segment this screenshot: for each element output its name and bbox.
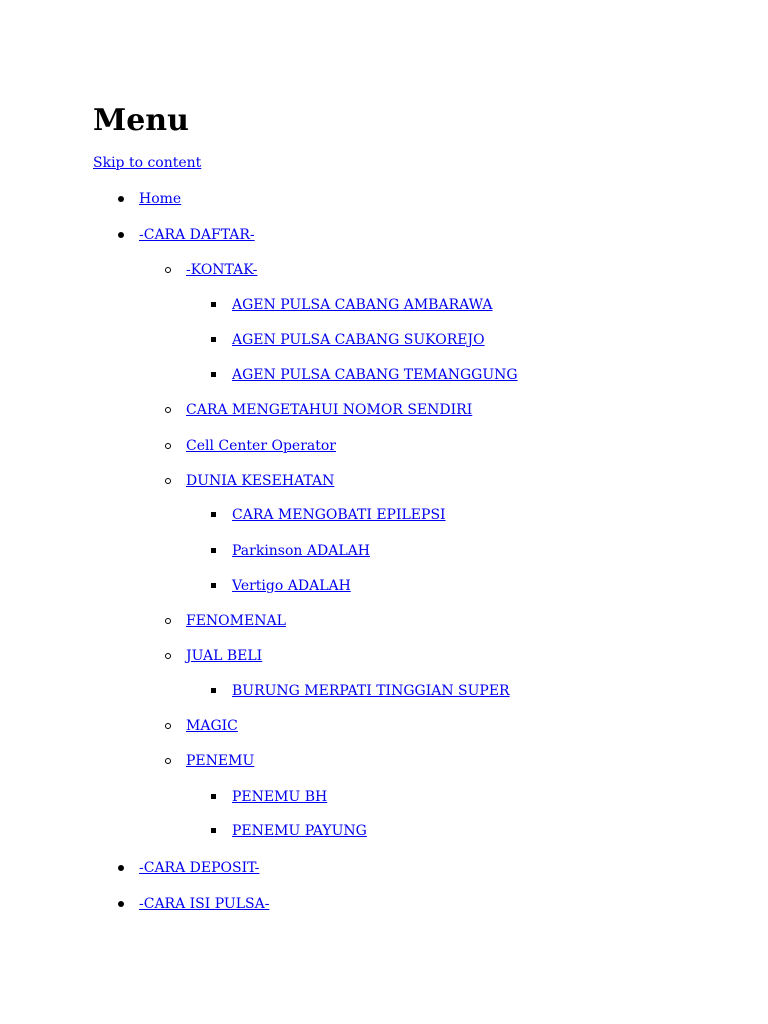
menu-item-jual-beli [186,645,262,665]
circle-bullet-icon [165,478,171,484]
menu-item-cell-center [186,435,336,455]
disc-bullet-icon [118,901,124,907]
menu-item-magic [186,715,238,735]
circle-bullet-icon [165,267,171,273]
menu-link-cara-daftar[interactable]: -CARA DAFTAR- [139,227,255,243]
circle-bullet-icon [165,618,171,624]
skip-to-content-link[interactable]: Skip to content [93,155,202,171]
menu-link-dunia-kesehatan[interactable]: DUNIA KESEHATAN [186,473,335,489]
menu-item-cara-deposit [139,857,259,877]
square-bullet-icon [211,548,216,553]
menu-item-dunia-kesehatan [186,470,334,490]
square-bullet-icon [211,688,216,693]
menu-item-penemu-bh [232,786,327,806]
disc-bullet-icon [118,232,124,238]
square-bullet-icon [211,337,216,342]
menu-item-burung [232,680,510,700]
menu-item-home [139,188,181,208]
square-bullet-icon [211,828,216,833]
menu-item-agen-temanggung [232,364,518,384]
menu-link-jual-beli[interactable]: JUAL BELI [186,648,263,664]
square-bullet-icon [211,372,216,377]
menu-item-kontak [186,259,257,279]
circle-bullet-icon [165,723,171,729]
menu-link-penemu-bh[interactable]: PENEMU BH [232,789,328,805]
menu-item-cara-daftar [139,224,255,244]
menu-item-penemu-payung [232,820,367,840]
menu-item-epilepsi [232,504,446,524]
square-bullet-icon [211,794,216,799]
circle-bullet-icon [165,758,171,764]
circle-bullet-icon [165,407,171,413]
disc-bullet-icon [118,196,124,202]
square-bullet-icon [211,302,216,307]
menu-link-penemu-payung[interactable]: PENEMU PAYUNG [232,823,367,839]
menu-link-fenomenal[interactable]: FENOMENAL [186,613,286,629]
menu-link-cara-mengetahui[interactable]: CARA MENGETAHUI NOMOR SENDIRI [186,402,473,418]
menu-link-agen-ambarawa[interactable]: AGEN PULSA CABANG AMBARAWA [232,297,493,313]
menu-link-epilepsi[interactable]: CARA MENGOBATI EPILEPSI [232,507,446,523]
menu-link-kontak[interactable]: -KONTAK- [186,262,258,278]
menu-item-cara-mengetahui [186,399,472,419]
disc-bullet-icon [118,865,124,871]
menu-link-cara-isi-pulsa[interactable]: -CARA ISI PULSA- [139,896,270,912]
menu-link-vertigo[interactable]: Vertigo ADALAH [232,578,351,594]
menu-item-fenomenal [186,610,286,630]
menu-link-agen-sukorejo[interactable]: AGEN PULSA CABANG SUKOREJO [232,332,485,348]
menu-link-parkinson[interactable]: Parkinson ADALAH [232,543,370,559]
menu-link-agen-temanggung[interactable]: AGEN PULSA CABANG TEMANGGUNG [232,367,518,383]
menu-item-agen-ambarawa [232,294,492,314]
menu-link-magic[interactable]: MAGIC [186,718,238,734]
menu-link-cell-center[interactable]: Cell Center Operator [186,438,336,454]
menu-item-vertigo [232,575,351,595]
page-title: Menu [93,103,189,138]
menu-link-home[interactable]: Home [139,191,182,207]
square-bullet-icon [211,512,216,517]
menu-item-penemu [186,750,254,770]
circle-bullet-icon [165,653,171,659]
menu-item-parkinson [232,540,370,560]
menu-link-penemu[interactable]: PENEMU [186,753,255,769]
square-bullet-icon [211,583,216,588]
menu-link-burung[interactable]: BURUNG MERPATI TINGGIAN SUPER [232,683,510,699]
menu-item-agen-sukorejo [232,329,485,349]
circle-bullet-icon [165,443,171,449]
menu-item-cara-isi-pulsa [139,893,269,913]
menu-link-cara-deposit[interactable]: -CARA DEPOSIT- [139,860,260,876]
